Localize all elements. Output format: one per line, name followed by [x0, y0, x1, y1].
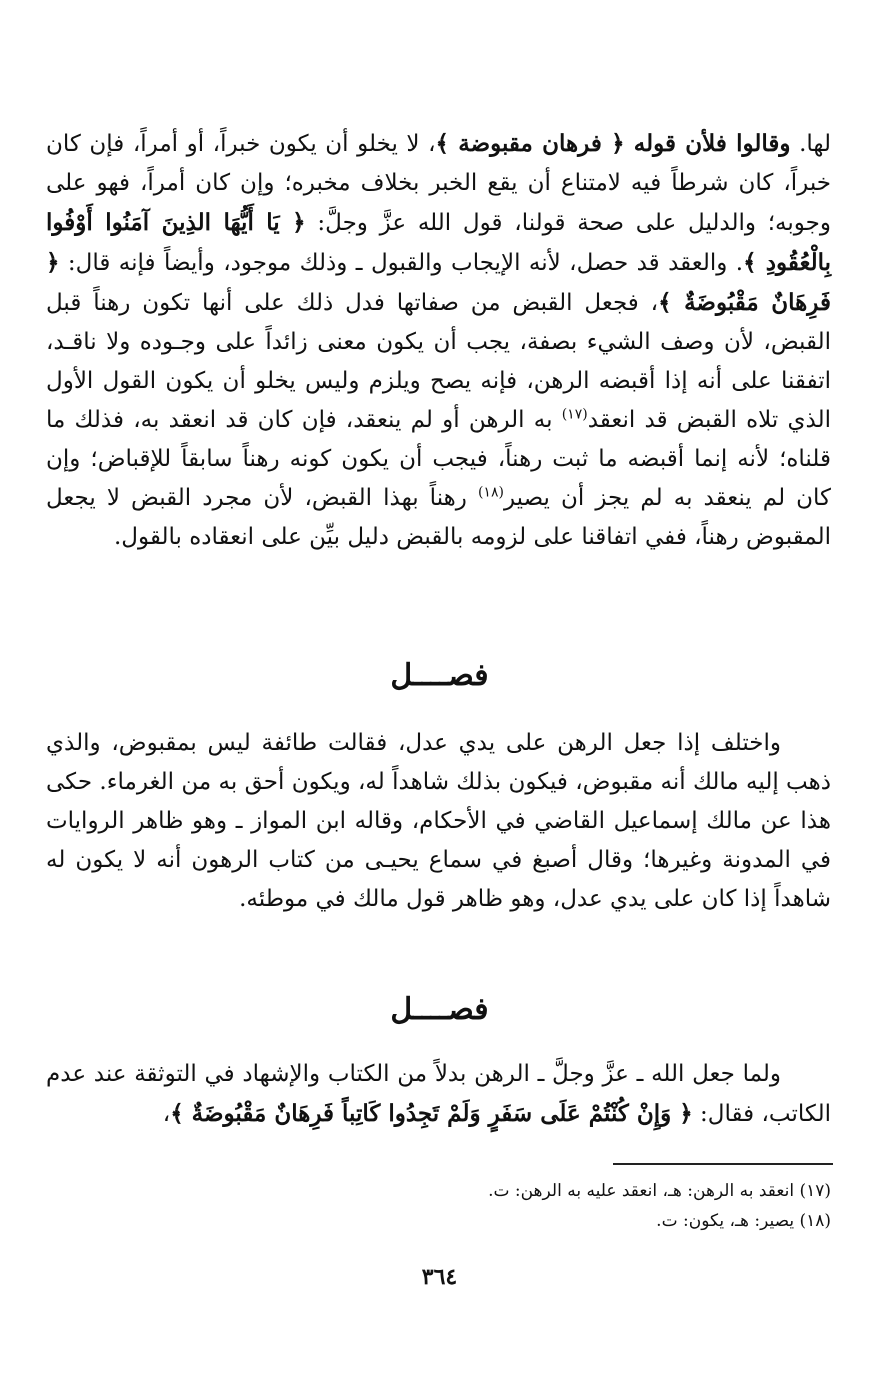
page-number: ٣٦٤ [421, 1264, 458, 1290]
body-paragraph: واختلف إذا جعل الرهن على يدي عدل، فقالت طائفة ليس بمقبوض، والذي ذهب إليه مالك أنه مقبوض، فيكون بذلك شاهداً له، ويكون أحق به من الغرماء. حكى هذا عن مالك إسماعيل القاضي في الأحكام، وقاله ابن المواز ـ وهو ظاهر الروايات في المدونة وغيرها؛ وقال أصبغ في سماع يحيـى من كتاب الرهون أنه لا يكون له شاهداً إذا كان على يدي عدل، وهو ظاهر قول مالك في موطئه. [46, 730, 831, 912]
text-segment: ، لا يخلو أن يكون خبراً، أو أمراً، فإن كان خبراً، كان شرطاً فيه لامتناع أن يقع الخبر بخلاف مخبره؛ وإن كان أمراً، فهو على وجوبه؛ والدليل على صحة قولنا، قول الله عزَّ وجلَّ: [46, 131, 831, 236]
footnote: (١٧) انعقد به الرهن: هـ، انعقد عليه به الرهن: ت. [488, 1181, 831, 1201]
quran-quote: ﴿ فَرِهَانٌ مَقْبُوضَةٌ ﴾ [46, 249, 831, 316]
section-heading: فصــــل [390, 658, 489, 693]
text-segment: رهناً بهذا القبض، لأن مجرد القبض لا يجعل المقبوض رهناً، ففي اتفاقنا على لزومه بالقبض دليل بيِّن على انعقاده بالقول. [46, 485, 831, 550]
footnote: (١٨) يصير: هـ، يكون: ت. [656, 1211, 831, 1231]
text-segment: . والعقد قد حصل، لأنه الإيجاب والقبول ـ وذلك موجود، وأيضاً فإنه قال: [59, 250, 744, 276]
text-segment: به الرهن أو لم ينعقد، فإن كان قد انعقد به، فذلك ما قلناه؛ لأنه إنما أقبضه ما ثبت رهناً، فيجب أن يكون كونه رهناً سابقاً للإقباض؛ وإن كان لم ينعقد به لم يجز أن يصير [46, 407, 831, 511]
body-paragraph [46, 124, 831, 557]
text-segment: ، [162, 1101, 171, 1127]
text-segment: لها. [790, 131, 831, 157]
footnote-divider [613, 1163, 833, 1165]
text-segment: ولما جعل الله ـ عزَّ وجلَّ ـ الرهن بدلاً من الكتاب والإشهاد في التوثقة عند عدم الكاتب، فقال: [46, 1061, 831, 1127]
quran-quote: ﴿ وَإِنْ كُنْتُمْ عَلَى سَفَرٍ وَلَمْ تَجِدُوا كَاتِباً فَرِهَانٌ مَقْبُوضَةٌ ﴾ [170, 1100, 693, 1127]
footnote-ref: (١٨) [477, 484, 504, 501]
section-heading: فصــــل [390, 992, 489, 1027]
bold-text: وقالوا فلأن قوله ﴿ فرهان مقبوضة ﴾ [435, 130, 791, 157]
body-paragraph [46, 1055, 831, 1134]
text-segment: ، فجعل القبض من صفاتها فدل ذلك على أنها تكون رهناً قبل القبض، لأن وصف الشيء بصفة، يجب أن يكون معنى زائداً على وجـوده ولا ناقـد، اتفقنا على أنه إذا أقبضه الرهن، فإنه يصح ويلزم وليس يخلو أن يكون القول الأول الذي تلاه القبض قد انعقد [46, 290, 831, 433]
footnote-ref: (١٧) [561, 406, 588, 423]
quran-quote: ﴿ يَا أَيُّهَا الذِينَ آمَنُوا أَوْفُوا بِالْعُقُودِ ﴾ [46, 209, 831, 276]
